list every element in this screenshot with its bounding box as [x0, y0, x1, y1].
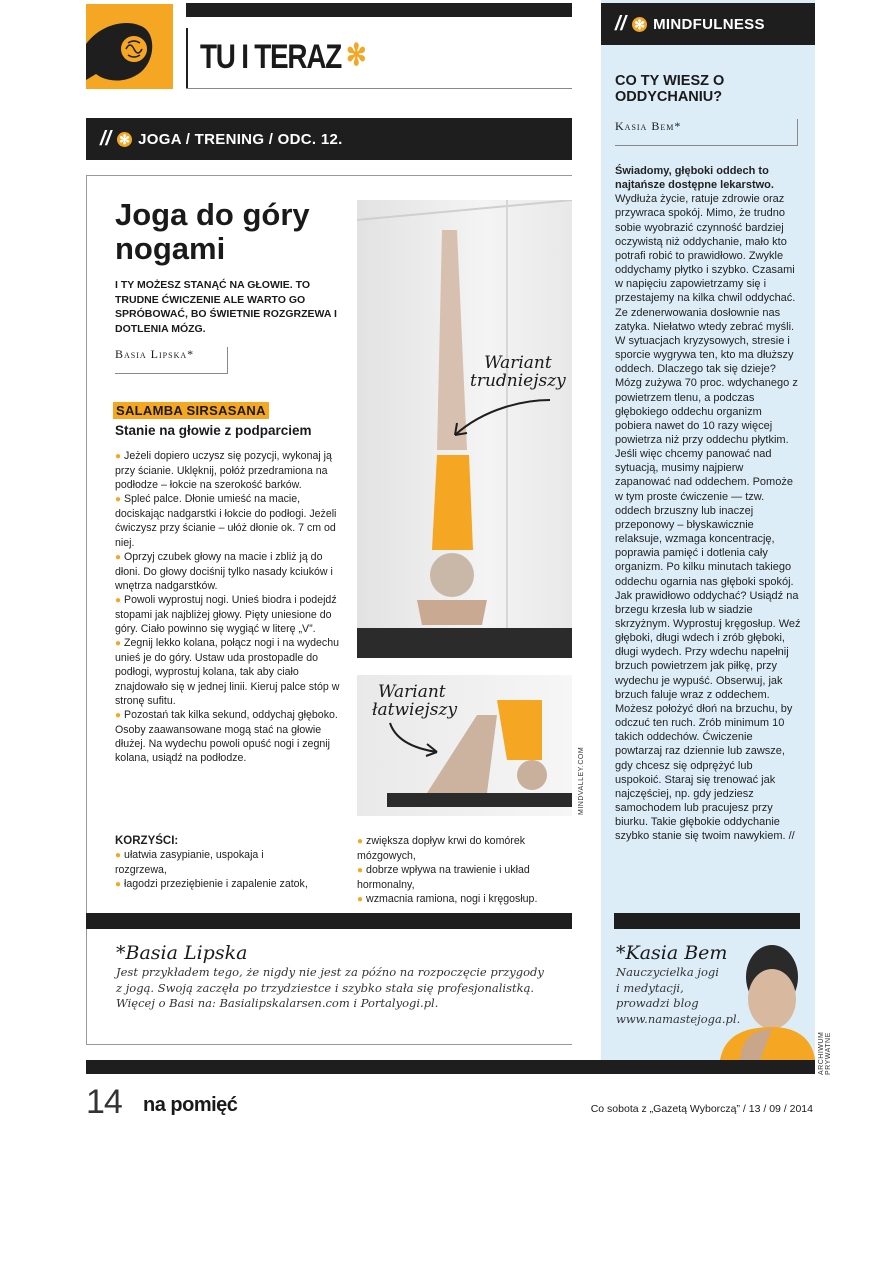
- article-section-label: JOGA / TRENING / ODC. 12.: [138, 130, 343, 148]
- brain-hand-icon: [86, 4, 173, 89]
- footer-rule: [86, 1060, 815, 1074]
- caption-easy-line: Wariant: [378, 682, 446, 702]
- benefit-item: ● dobrze wpływa na trawienie i układ hormonalny,: [357, 864, 530, 892]
- steps-list: [115, 449, 343, 765]
- sidebar-bottom-bar: [614, 913, 800, 929]
- sun-icon: ✻: [632, 17, 647, 32]
- masthead-logo: [86, 4, 173, 89]
- sidebar-section-label: MINDFULNESS: [653, 15, 765, 33]
- article-bio-line: z jogą. Swoją zaczęła po trzydziestce i szybko stała się profesjonalistką.: [116, 980, 535, 995]
- page-number: 14: [86, 1083, 122, 1121]
- sidebar-author: Kasia Bem*: [615, 119, 798, 146]
- sun-icon: ✻: [117, 132, 132, 147]
- step-item: ● Spleć palce. Dłonie umieść na macie, dociskając nadgarstki i łokcie do podłogi. Jeżeli ćwiczysz przy ścianie – ułóż dłonie ok. 7 cm od niej.: [115, 493, 337, 549]
- caption-easy-arrow: [385, 718, 445, 758]
- pose-name: SALAMBA SIRSASANA: [113, 402, 269, 419]
- author-portrait: [700, 937, 815, 1060]
- article-lead: I TY MOŻESZ STANĄĆ NA GŁOWIE. TO TRUDNE ĆWICZENIE ALE WARTO GO SPRÓBOWAĆ, BO ŚWIETNIE ROZGRZEWA I DOTLENIA MÓZG.: [115, 279, 337, 335]
- sidebar-lead: Świadomy, głęboki oddech to najtańsze dostępne lekarstwo.: [615, 165, 774, 192]
- caption-easy: [372, 683, 457, 719]
- caption-easy-line: łatwiejszy: [372, 700, 458, 720]
- step-item: ● Powoli wyprostuj nogi. Unieś biodra i podejdź stopami jak najbliżej głowy. Pięty uniesione do góry. Ciało powinno się wygiąć w literę „V”.: [115, 593, 337, 636]
- article-title: Joga do góry nogami: [115, 197, 310, 266]
- masthead-divider: [186, 28, 188, 88]
- article-author: Basia Lipska*: [115, 347, 228, 374]
- sidebar-bio-line: prowadzi blog: [616, 996, 699, 1010]
- masthead-top-rule: [186, 3, 572, 17]
- article-bio: [116, 965, 544, 1012]
- masthead-title: TU I TERAZ ✻: [200, 38, 366, 76]
- benefit-item: ● ułatwia zasypianie, uspokaja i rozgrzewa,: [115, 849, 264, 877]
- article-bio-name: *Basia Lipska: [116, 942, 248, 964]
- caption-hard-line: trudniejszy: [470, 371, 566, 391]
- sidebar-article: [615, 164, 801, 844]
- step-item: ● Pozostań tak kilka sekund, oddychaj głęboko. Osoby zaawansowane mogą stać na głowie dłużej. Na wydechu powoli opuść nogi i zegnij kolana, usiądź na podłodze.: [115, 708, 338, 764]
- photo-credit: MINDVALLEY.COM: [578, 746, 585, 815]
- sidebar-bio-line: i medytacji,: [616, 980, 684, 995]
- sidebar-title: CO TY WIESZ O ODDYCHANIU?: [615, 73, 725, 105]
- benefits-right: [357, 834, 567, 907]
- benefits-label: KORZYŚCI:: [115, 835, 179, 847]
- portrait-illustration: [700, 937, 815, 1060]
- sidebar-bio-line: www.namastejoga.pl.: [616, 1011, 741, 1026]
- sidebar-bio-line: Nauczycielka jogi: [616, 965, 719, 979]
- benefits-left: [115, 834, 315, 892]
- step-item: ● Jeżeli dopiero uczysz się pozycji, wykonaj ją przy ścianie. Uklęknij, połóż przedramiona na podłodze – łokcie na szerokość barków.: [115, 450, 332, 492]
- caption-hard-line: Wariant: [484, 353, 552, 373]
- step-item: ● Zegnij lekko kolana, połącz nogi i na wydechu unieś je do góry. Ustaw uda prostopadle do podłogi, wyprostuj kolana, tak aby ciało znajdowało się w jednej linii. Kieruj palce stóp w stronę sufitu.: [115, 637, 340, 707]
- pose-subtitle: Stanie na głowie z podparciem: [115, 423, 312, 438]
- sidebar-bio-name: *Kasia Bem: [616, 942, 728, 964]
- footer-brand: na pomięć: [143, 1094, 238, 1116]
- article-bio-line: Jest przykładem tego, że nigdy nie jest za późno na rozpoczęcie przygody: [116, 965, 544, 979]
- article-section-bar: // ✻ JOGA / TRENING / ODC. 12.: [86, 118, 572, 160]
- asterisk-icon: ✻: [345, 39, 366, 72]
- sidebar-body: Wydłuża życie, ratuje zdrowie oraz przywraca spokój. Mimo, że trudno sobie wyobrazić czynność bardziej oczywistą niż oddychanie, mało kto potrafi robić to prawidłowo. Zwykle oddychamy płytko i szybko. Czasami w napięciu zapowietrzamy się i przestajemy na kilka chwil oddychać. Ze zdenerwowania dosłownie nas zatyka. Niełatwo wtedy zebrać myśli. W sytuacjach kryzysowych, stresie i sporcie wygrywa ten, kto ma dłuższy oddech. Dlaczego tak się dzieje? Mózg zużywa 70 proc. wdychanego z powietrzem tlenu, a podczas głębokiego oddechu organizm pobiera nawet do 10 razy więcej powietrza niż przy oddechu płytkim. Jeśli więc chcemy panować nad sytuacją, musimy najpierw zapanować nad oddechem. Pomoże w tym proste ćwiczenie — tzw. oddech brzuszny lub inaczej przeponowy – błyskawicznie relaksuje, wzmaga koncentrację, poprawia pamięć i dotlenia cały organizm. Po kilku minutach takiego oddechu ogarnia nas głęboki spokój. Jak prawidłowo oddychać? Usiądź na brzegu krzesła lub w siadzie skrzyżnym. Wyprostuj kręgosłup. Weź głęboki, długi wdech i zrób głęboki, długi wydech. Przy wdechu napełnij brzuch powietrzem jak piłkę, przy wydechu je wypuść. Obserwuj, jak brzuch faluje wraz z oddechem. Możesz położyć dłoń na brzuchu, by odczuć ten ruch. Zrób minimum 10 takich oddechów. Ćwiczenie powtarzaj raz dziennie lub zawsze, gdy chcesz się odprężyć lub uspokoić. Staraj się trenować jak najczęściej, np. gdy jedziesz samochodem lub pracujesz przy biurku. Takie głębokie oddychanie szybko stanie się twoim nawykiem. //: [615, 193, 801, 843]
- caption-hard-arrow: [445, 390, 555, 450]
- caption-hard: [470, 354, 566, 390]
- article-bottom-bar: [86, 913, 572, 929]
- benefit-item: ● wzmacnia ramiona, nogi i kręgosłup.: [357, 893, 538, 906]
- step-item: ● Oprzyj czubek głowy na macie i zbliż ją do dłoni. Do głowy dociśnij tylko nasady kciuków i wnętrza nadgarstków.: [115, 550, 333, 592]
- footer-issue: Co sobota z „Gazetą Wyborczą” / 13 / 09 / 2014: [590, 1103, 813, 1115]
- sidebar-section-bar: // ✻ MINDFULNESS: [601, 3, 815, 45]
- article-bio-line: Więcej o Basi na: Basialipskalarsen.com i Portalyogi.pl.: [116, 996, 439, 1010]
- sidebar-photo-credit: ARCHIWUM PRYWATNE: [818, 1031, 832, 1075]
- masthead-underline: [186, 88, 572, 89]
- benefit-item: ● zwiększa dopływ krwi do komórek mózgowych,: [357, 835, 526, 863]
- benefit-item: ● łagodzi przeziębienie i zapalenie zatok,: [115, 878, 308, 891]
